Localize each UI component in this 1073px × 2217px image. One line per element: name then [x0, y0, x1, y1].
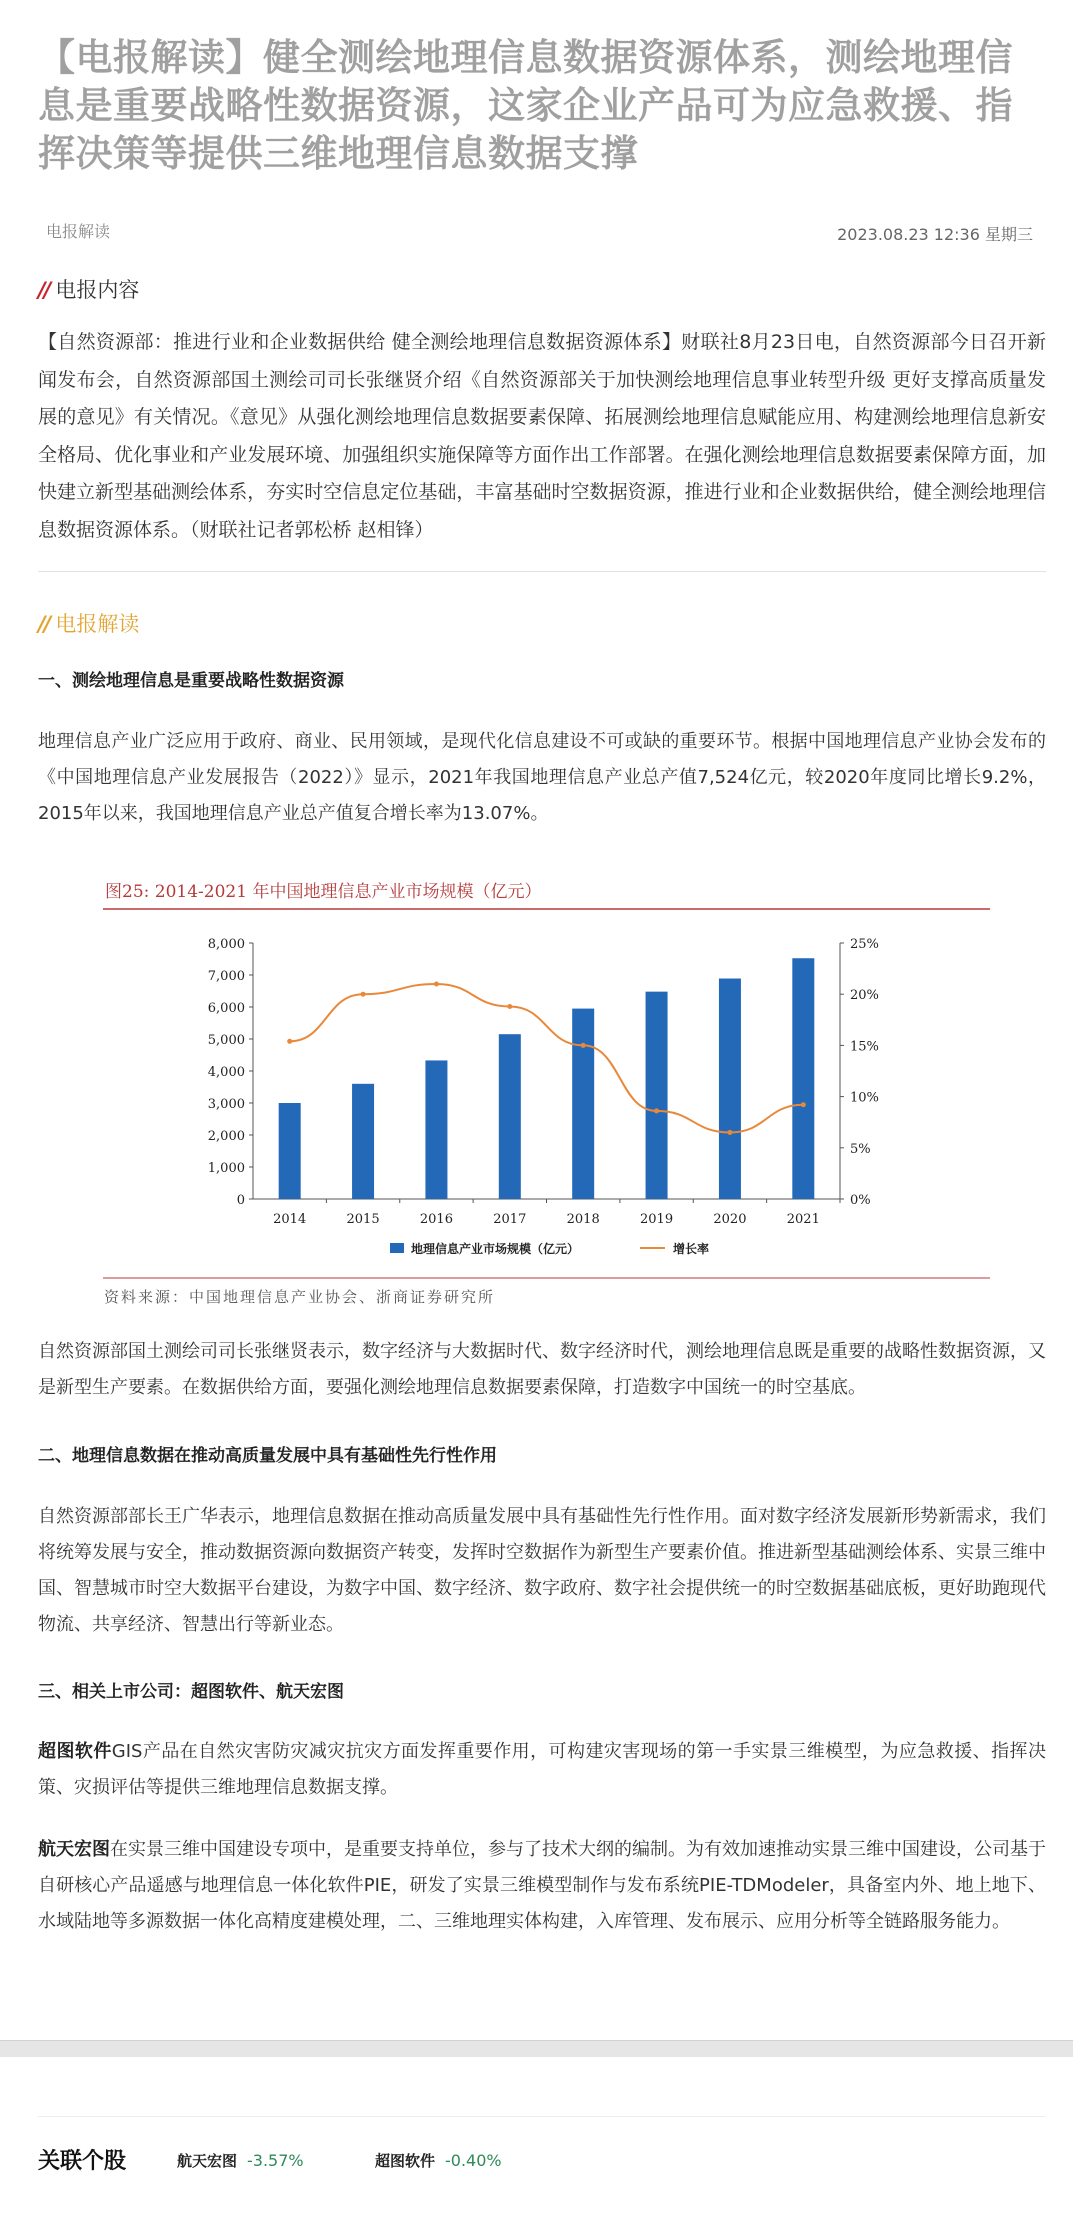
x-tick-label: 2014	[273, 1212, 307, 1227]
company-name: 航天宏图	[38, 1839, 110, 1860]
bar	[572, 1009, 594, 1199]
chart-title: 图25: 2014-2021 年中国地理信息产业市场规模（亿元）	[105, 882, 542, 902]
slash-mark-icon: //	[38, 278, 50, 302]
y-tick-label: 6,000	[207, 1001, 245, 1016]
paragraph-2: 自然资源部国土测绘司司长张继贤表示，数字经济与大数据时代、数字经济时代，测绘地理信息既是重要的战略性数据资源，又是新型生产要素。在数据供给方面，要强化测绘地理信息数据要素保障，打造数字中国统一的时空基底。	[38, 1341, 1046, 1398]
x-tick-label: 2016	[419, 1212, 453, 1227]
bar	[425, 1060, 447, 1199]
legend-label: 增长率	[673, 1242, 710, 1256]
y2-tick-label: 25%	[850, 937, 879, 952]
telegraph-content: 【自然资源部：推进行业和企业数据供给 健全测绘地理信息数据资源体系】财联社8月23日电，自然资源部今日召开新闻发布会，自然资源部国土测绘司司长张继贤介绍《自然资源部关于加快测绘地理信息事业转型升级 更好支撑高质量发展的意见》有关情况。《意见》从强化测绘地理信息数据要素保障、拓展测绘地理信息赋能应用、构建测绘地理信息新安全格局、优化事业和产业发展环境、加强组织实施保障等方面作出工作部署。在强化测绘地理信息数据要素保障方面，加快建立新型基础测绘体系，夯实时空信息定位基础，丰富基础时空数据资源，推进行业和企业数据供给，健全测绘地理信息数据资源体系。（财联社记者郭松桥 赵相锋）	[38, 331, 1046, 541]
subheading-3: 三、相关上市公司：超图软件、航天宏图	[38, 1682, 344, 1702]
y-tick-label: 0	[236, 1193, 245, 1208]
slash-mark-icon: //	[38, 612, 50, 636]
line-point	[581, 1043, 586, 1048]
subheading-1: 一、测绘地理信息是重要战略性数据资源	[38, 671, 344, 691]
paragraph-3: 自然资源部部长王广华表示，地理信息数据在推动高质量发展中具有基础性先行性作用。面对数字经济发展新形势新需求，我们将统筹发展与安全，推动数据资源向数据资产转变，发挥时空数据作为新型生产要素价值。推进新型基础测绘体系、实景三维中国、智慧城市时空大数据平台建设，为数字中国、数字经济、数字政府、数字社会提供统一的时空数据基础底板，更好助跑现代物流、共享经济、智慧出行等新业态。	[38, 1506, 1046, 1635]
x-tick-label: 2020	[713, 1212, 747, 1227]
section-header-analysis	[38, 610, 139, 638]
y2-tick-label: 5%	[850, 1141, 871, 1157]
section-header-content	[38, 276, 139, 304]
y2-tick-label: 15%	[850, 1039, 879, 1055]
x-tick-label: 2015	[346, 1212, 380, 1227]
article-title: 【电报解读】健全测绘地理信息数据资源体系，测绘地理信息是重要战略性数据资源，这家企业产品可为应急救援、指挥决策等提供三维地理信息数据支撑	[38, 36, 1013, 175]
x-tick-label: 2019	[640, 1212, 674, 1227]
article-date: 2023.08.23 12:36 星期三	[837, 225, 1033, 244]
line-point	[654, 1108, 659, 1113]
bar	[646, 992, 668, 1199]
section-separator-bar	[0, 2040, 1073, 2057]
y2-tick-label: 20%	[850, 988, 879, 1004]
paragraph-5-text: 在实景三维中国建设专项中，是重要支持单位，参与了技术大纲的编制。为有效加速推动实景三维中国建设，公司基于自研核心产品遥感与地理信息一体化软件PIE，研发了实景三维模型制作与发布系统PIE-TDModeler，具备室内外、地上地下、水域陆地等多源数据一体化高精度建模处理，二、三维地理实体构建，入库管理、发布展示、应用分析等全链路服务能力。	[38, 1839, 1046, 1932]
chart-plot	[208, 937, 879, 1256]
legend-swatch-bar	[390, 1243, 404, 1253]
y2-tick-label: 10%	[850, 1090, 879, 1106]
stock-name: 超图软件	[375, 2152, 436, 2170]
market-size-chart	[95, 866, 993, 1306]
line-point	[287, 1039, 292, 1044]
y-tick-label: 8,000	[207, 937, 245, 952]
company-name: 超图软件	[38, 1741, 112, 1762]
paragraph-4-text: GIS产品在自然灾害防灾减灾抗灾方面发挥重要作用，可构建灾害现场的第一手实景三维模型，为应急救援、指挥决策、灾损评估等提供三维地理信息数据支撑。	[38, 1741, 1046, 1798]
y-tick-label: 3,000	[207, 1097, 245, 1112]
related-stock-item[interactable]	[375, 2150, 502, 2171]
divider	[38, 571, 1046, 572]
y2-tick-label: 0%	[850, 1193, 871, 1208]
stock-name: 航天宏图	[177, 2152, 238, 2170]
y-tick-label: 5,000	[207, 1033, 245, 1048]
y-tick-label: 1,000	[207, 1161, 245, 1176]
chart-source-note: 资料来源：中国地理信息产业协会、浙商证券研究所	[104, 1288, 496, 1306]
x-tick-label: 2018	[566, 1212, 600, 1227]
y-tick-label: 2,000	[207, 1129, 245, 1144]
y-tick-label: 7,000	[207, 969, 245, 984]
paragraph-1: 地理信息产业广泛应用于政府、商业、民用领域，是现代化信息建设不可或缺的重要环节。根据中国地理信息产业协会发布的《中国地理信息产业发展报告（2022）》显示，2021年我国地理信息产业总产值7,524亿元，较2020年度同比增长9.2%，2015年以来，我国地理信息产业总产值复合增长率为13.07%。	[38, 731, 1046, 824]
paragraph-5	[38, 1832, 1046, 1940]
y-tick-label: 4,000	[207, 1065, 245, 1080]
bar	[792, 958, 814, 1199]
bar	[352, 1084, 374, 1199]
subheading-2: 二、地理信息数据在推动高质量发展中具有基础性先行性作用	[38, 1446, 497, 1466]
chart-svg	[95, 866, 993, 1306]
article-source[interactable]: 电报解读	[46, 222, 111, 241]
paragraph-4	[38, 1734, 1046, 1806]
line-point	[434, 981, 439, 986]
x-tick-label: 2017	[493, 1212, 527, 1227]
section-title: 电报解读	[55, 612, 140, 636]
line-point	[507, 1004, 512, 1009]
x-tick-label: 2021	[786, 1212, 820, 1227]
line-point	[727, 1130, 732, 1135]
footer-divider	[38, 2116, 1046, 2117]
bar	[719, 979, 741, 1199]
section-title: 电报内容	[55, 278, 140, 302]
line-point	[801, 1102, 806, 1107]
stock-change: -3.57%	[247, 2151, 304, 2170]
stock-change: -0.40%	[445, 2151, 502, 2170]
legend-label: 地理信息产业市场规模（亿元）	[411, 1242, 580, 1256]
line-point	[361, 992, 366, 997]
bar	[499, 1034, 521, 1199]
related-stock-item[interactable]	[177, 2150, 304, 2171]
bar	[279, 1103, 301, 1199]
related-stocks-label: 关联个股	[38, 2149, 127, 2174]
